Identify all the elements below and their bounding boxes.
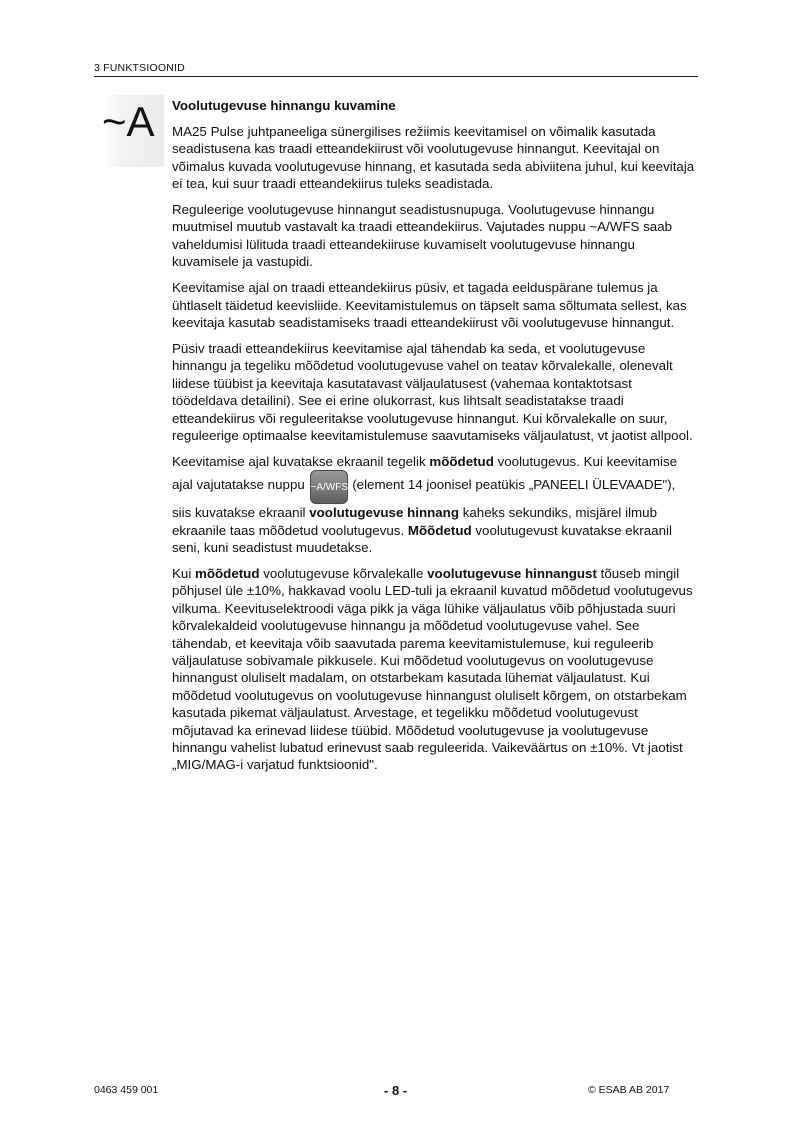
paragraph-4: Püsiv traadi etteandekiirus keevitamise ajal tähendab ka seda, et voolutugevuse hinnangu ja tegeliku mõõdetud voolutugevuse vahel on teatav kõrvalekalle, olenevalt liidese tüübist ja keevitaja kasutatavast väljaulatusest (vahemaa kontaktotsast töödeldava detailini). See ei erine olukorrast, kus lihtsalt seadistatakse traadi etteandekiirus või reguleeritakse voolutugevuse hinnangut. Kui kõrvalekalle on suur, reguleerige optimaalse keevitamistulemuse saavutamiseks väljaulatust, vt jaotist allpool. (172, 340, 693, 443)
paragraph-6: Kui mõõdetud voolutugevuse kõrvalekalle voolutugevuse hinnangust tõuseb mingil põhjusel üle ±10%, hakkavad voolu LED-tuli ja ekraanil kuvatud mõõdetud voolutugevus vilkuma. Keevituselektroodi väga pikk ja väga lühike väljaulatus võib põhjustada suuri kõrvalekaldeid voolutugevuse hinnangu ja mõõdetud voolutugevuse vahel. See tähendab, et keevitaja võib saavutada parema keevitamistulemuse, kui reguleerib väljaulatuse sobivamale pikkusele. Kui mõõdetud voolutugevus on voolutugevuse hinnangust oluliselt madalam, on otstarbekam kasutada lühemat väljaulatust. Kui mõõdetud voolutugevus on voolutugevuse hinnangust oluliselt kõrgem, on otstarbekam kasutada pikemat väljaulatust. Arvestage, et tegelikku mõõdetud voolutugevust mõjutavad ka erinevad liidese tüübid. Mõõdetud voolutugevuse ja voolutugevuse hinnangu vahelist lubatud erinevust saab reguleerida. Vaikeväärtus on ±10%. Vt jaotist „MIG/MAG-i varjatud funktsioonid". (172, 565, 693, 773)
document-number: 0463 459 001 (94, 1084, 159, 1096)
current-wfs-button-icon: ~A/WFS (310, 470, 348, 504)
paragraph-2: Reguleerige voolutugevuse hinnangut seadistusnupuga. Voolutugevuse hinnangu muutmisel muutub vastavalt ka traadi etteandekiirus. Vajutades nuppu ~A/WFS saab vaheldumisi lülituda traadi etteandekiiruse kuvamiselt voolutugevuse hinnangu kuvamisele ja vastupidi. (172, 202, 673, 270)
copyright: © ESAB AB 2017 (588, 1084, 670, 1096)
section-title: Voolutugevuse hinnangu kuvamine (172, 98, 396, 113)
running-header: 3 FUNKTSIOONID (94, 62, 185, 74)
paragraph-1: MA25 Pulse juhtpaneeliga sünergilises režiimis keevitamisel on võimalik kasutada seadistusena kas traadi etteandekiirust või voolutugevuse hinnangut. Keevitajal on võimalus kuvada voolutugevuse hinnang, et kasutada seda abiviitena juhul, kui keevitaja ei tea, kui suur traadi etteandekiirus tuleks seadistada. (172, 123, 695, 192)
paragraph-3: Keevitamise ajal on traadi etteandekiirus püsiv, et tagada eelduspärane tulemus ja ühtlaselt täidetud keevisliide. Keevitamistulemus on täpselt sama sõltumata sellest, kas keevitaja kasutab seadistamiseks traadi etteandekiirust või voolutugevuse hinnangut. (172, 280, 687, 330)
paragraph-5: Keevitamise ajal kuvatakse ekraanil tegelik mõõdetud voolutugevus. Kui keevitamise ajal vajutatakse nuppu ~A/WFS (element 14 joonisel peatükis „PANEELI ÜLEVAADE"), siis kuvatakse ekraanil voolutugevuse hinnang kaheks sekundiks, misjärel ilmub ekraanile taas mõõdetud voolutugevus. Mõõdetud voolutugevust kuvatakse ekraanil seni, kuni seadistust muudetakse. (172, 453, 678, 556)
header-rule (94, 76, 698, 77)
content-body (172, 97, 696, 782)
page-number: - 8 - (384, 1083, 408, 1098)
current-symbol-icon: ~A (102, 98, 155, 145)
